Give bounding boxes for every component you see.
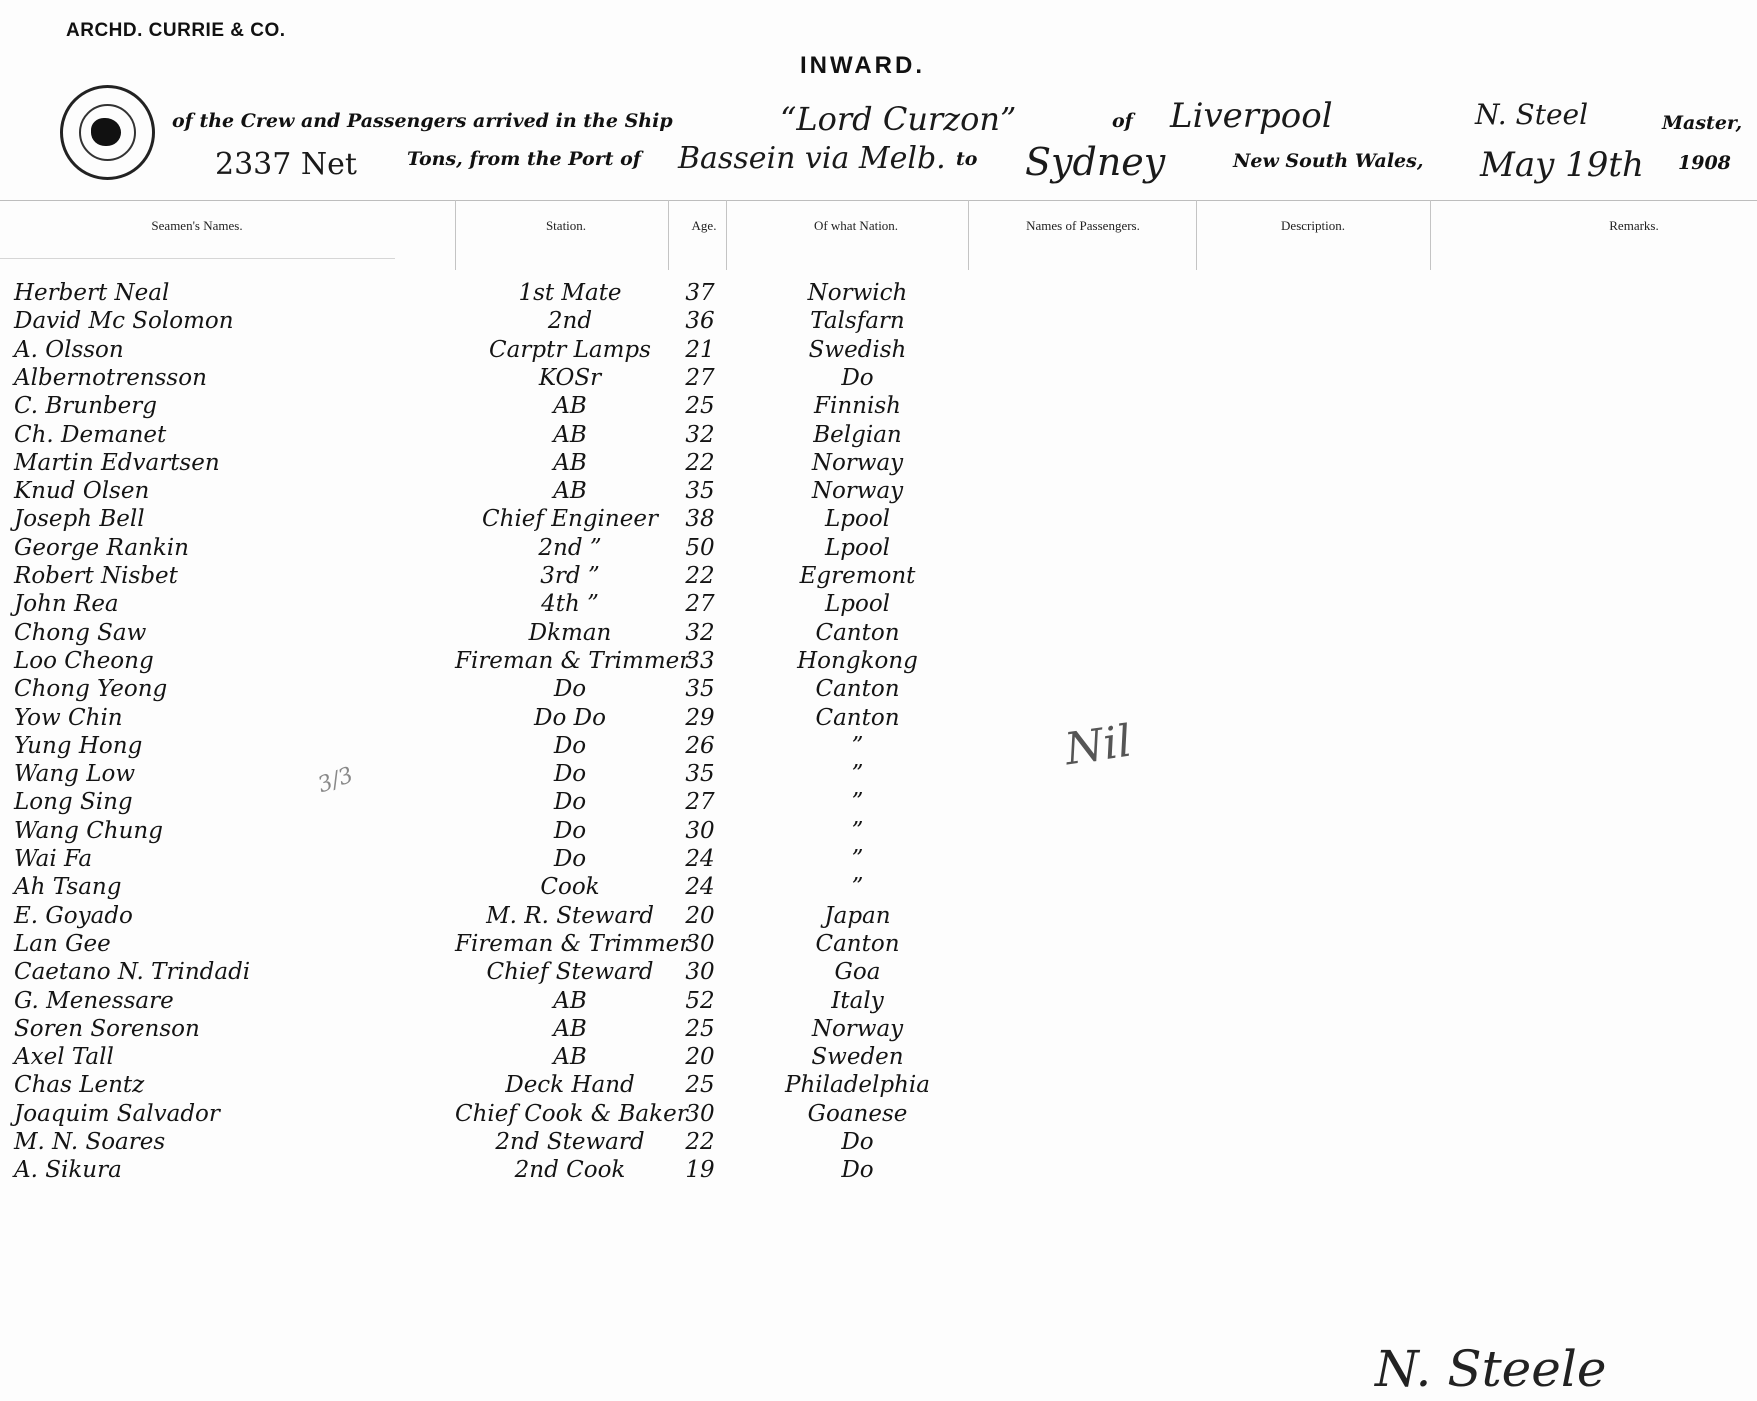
age: 32 (685, 422, 715, 448)
station: AB (553, 393, 587, 419)
age: 22 (685, 1129, 715, 1155)
seaman-name: Long Sing (14, 789, 133, 815)
station: AB (553, 988, 587, 1014)
age: 30 (685, 931, 715, 957)
station: AB (553, 1044, 587, 1070)
header-line1-text: of the Crew and Passengers arrived in the Ship (172, 110, 673, 132)
station: Cook (540, 874, 600, 900)
nation: Do (841, 365, 874, 391)
header-tons-label: Tons, from the Port of (407, 148, 641, 170)
nation: Italy (831, 988, 884, 1014)
age: 19 (685, 1157, 715, 1183)
nation: ” (851, 818, 864, 844)
col-divider-1 (455, 200, 456, 270)
station: Do (553, 733, 587, 759)
column-header-remarks: Remarks. (1609, 218, 1659, 233)
from-port: Bassein via Melb. (678, 141, 946, 176)
nation: ” (851, 789, 864, 815)
station: Do Do (534, 705, 606, 731)
age: 25 (685, 1016, 715, 1042)
column-header-seamen: Seamen's Names. (151, 218, 243, 233)
seaman-name: Ch. Demanet (14, 422, 167, 448)
seaman-name: Albernotrensson (14, 365, 207, 391)
seaman-name: C. Brunberg (14, 393, 157, 419)
station: Do (553, 818, 587, 844)
home-port: Liverpool (1170, 96, 1333, 136)
station: Do (553, 761, 587, 787)
age: 22 (685, 450, 715, 476)
station: AB (553, 422, 587, 448)
station: Do (553, 846, 587, 872)
age: 22 (685, 563, 715, 589)
seaman-name: Wang Low (14, 761, 136, 787)
station: Chief Steward (486, 959, 654, 985)
nation: Lpool (824, 506, 891, 532)
seaman-name: Joseph Bell (14, 506, 145, 532)
nation: Goanese (807, 1101, 908, 1127)
station: AB (553, 1016, 587, 1042)
seaman-name: G. Menessare (14, 988, 174, 1014)
age: 30 (685, 1101, 715, 1127)
nation: Philadelphia (784, 1072, 930, 1098)
station: 2nd (547, 308, 593, 334)
station: Do (553, 789, 587, 815)
nation: Belgian (813, 422, 902, 448)
nation: Canton (815, 705, 900, 731)
seaman-name: Chong Yeong (14, 676, 168, 702)
age: 20 (685, 1044, 715, 1070)
nation: ” (851, 846, 864, 872)
station: KOSr (538, 365, 602, 391)
station: Chief Engineer (482, 506, 658, 532)
col-divider-2 (668, 200, 669, 270)
nation: Norwich (807, 280, 908, 306)
seaman-name: George Rankin (14, 535, 189, 561)
station: AB (553, 478, 587, 504)
age: 24 (685, 846, 715, 872)
station: Chief Cook & Baker (455, 1101, 688, 1127)
age: 35 (685, 761, 715, 787)
age: 27 (685, 789, 715, 815)
station: 4th ” (541, 591, 599, 617)
nation: Do (841, 1157, 874, 1183)
column-head-rule (0, 258, 395, 259)
station: Fireman & Trimmer (455, 648, 691, 674)
station: Deck Hand (505, 1072, 635, 1098)
nation: Canton (815, 676, 900, 702)
station: 2nd Steward (495, 1129, 645, 1155)
nation: Do (841, 1129, 874, 1155)
age: 26 (685, 733, 715, 759)
age: 25 (685, 393, 715, 419)
station: Do (553, 676, 587, 702)
nation: Norway (811, 1016, 904, 1042)
form-heading: INWARD. (800, 52, 925, 79)
nation: ” (851, 874, 864, 900)
column-header-passengers: Names of Passengers. (1026, 218, 1140, 233)
age: 50 (685, 535, 715, 561)
nation: Goa (834, 959, 881, 985)
age: 30 (685, 959, 715, 985)
station: 1st Mate (518, 280, 622, 306)
station: 2nd Cook (514, 1157, 626, 1183)
nation: Talsfarn (810, 308, 905, 334)
nation: Swedish (808, 337, 907, 363)
header-of-label: of (1112, 110, 1133, 132)
nation: ” (851, 761, 864, 787)
seaman-name: Lan Gee (14, 931, 111, 957)
col-divider-4 (968, 200, 969, 270)
seaman-name: Joaquim Salvador (14, 1101, 220, 1127)
column-header-description: Description. (1281, 218, 1345, 233)
column-header-nation: Of what Nation. (813, 218, 899, 233)
seaman-name: Yow Chin (14, 705, 123, 731)
seaman-name: A. Sikura (14, 1157, 122, 1183)
column-header-station: Station. (545, 218, 587, 233)
seaman-name: Herbert Neal (14, 280, 170, 306)
col-divider-3 (726, 200, 727, 270)
seaman-name: Chong Saw (14, 620, 147, 646)
age: 27 (685, 591, 715, 617)
seaman-name: Robert Nisbet (14, 563, 178, 589)
ship-name: “Lord Curzon” (780, 100, 1017, 138)
age: 30 (685, 818, 715, 844)
seaman-name: David Mc Solomon (14, 308, 234, 334)
seaman-name: Loo Cheong (14, 648, 154, 674)
age: 52 (685, 988, 715, 1014)
nation: Norway (811, 478, 904, 504)
age: 32 (685, 620, 715, 646)
seaman-name: Caetano N. Trindadi (14, 959, 251, 985)
nation: Hongkong (797, 648, 918, 674)
nil-passengers-note: Nil (1061, 715, 1135, 776)
seaman-name: Soren Sorenson (14, 1016, 200, 1042)
age: 27 (685, 365, 715, 391)
nation: Egremont (799, 563, 916, 589)
age: 37 (685, 280, 715, 306)
station: Dkman (528, 620, 612, 646)
age: 20 (685, 903, 715, 929)
nation: Sweden (811, 1044, 904, 1070)
master-signature: N. Steele (1375, 1340, 1607, 1398)
col-divider-6 (1430, 200, 1431, 270)
seaman-name: E. Goyado (14, 903, 133, 929)
age: 35 (685, 478, 715, 504)
arrival-date: May 19th (1480, 145, 1644, 185)
header-master-label: Master, (1662, 112, 1743, 134)
seaman-name: Ah Tsang (14, 874, 122, 900)
seaman-name: M. N. Soares (14, 1129, 166, 1155)
header-to-label: to (956, 148, 978, 170)
firm-name: ARCHD. CURRIE & CO. (66, 20, 286, 41)
header-year: 1908 (1678, 152, 1731, 174)
master-name: N. Steel (1475, 98, 1589, 131)
column-header-age: Age. (691, 218, 717, 233)
station: M. R. Steward (486, 903, 654, 929)
age: 24 (685, 874, 715, 900)
seaman-name: Axel Tall (14, 1044, 114, 1070)
header-state-label: New South Wales, (1233, 150, 1424, 172)
seaman-name: A. Olsson (14, 337, 124, 363)
seaman-name: Yung Hong (14, 733, 143, 759)
station: 3rd ” (540, 563, 600, 589)
seaman-name: Wai Fa (14, 846, 93, 872)
seaman-name: Knud Olsen (14, 478, 150, 504)
destination-port: Sydney (1025, 140, 1166, 184)
header-rule (0, 200, 1757, 201)
nation: Lpool (824, 591, 891, 617)
station: AB (553, 450, 587, 476)
age: 38 (685, 506, 715, 532)
col-divider-5 (1196, 200, 1197, 270)
age: 29 (685, 705, 715, 731)
age: 36 (685, 308, 715, 334)
nation: Finnish (814, 393, 901, 419)
nation: Norway (811, 450, 904, 476)
station: Carptr Lamps (489, 337, 651, 363)
age: 35 (685, 676, 715, 702)
seaman-name: John Rea (14, 591, 119, 617)
shipping-office-stamp (60, 85, 155, 180)
age: 25 (685, 1072, 715, 1098)
nation: Japan (824, 903, 891, 929)
age: 33 (685, 648, 715, 674)
age: 21 (685, 337, 715, 363)
seaman-name: Chas Lentz (14, 1072, 145, 1098)
pencil-mark: 3/3 (314, 762, 357, 799)
seaman-name: Martin Edvartsen (14, 450, 220, 476)
tonnage: 2337 Net (215, 147, 357, 182)
nation: Canton (815, 620, 900, 646)
nation: Canton (815, 931, 900, 957)
nation: Lpool (824, 535, 891, 561)
nation: ” (851, 733, 864, 759)
station: Fireman & Trimmer (455, 931, 691, 957)
station: 2nd ” (538, 535, 602, 561)
seaman-name: Wang Chung (14, 818, 163, 844)
stamp-ink-blot (91, 118, 121, 146)
